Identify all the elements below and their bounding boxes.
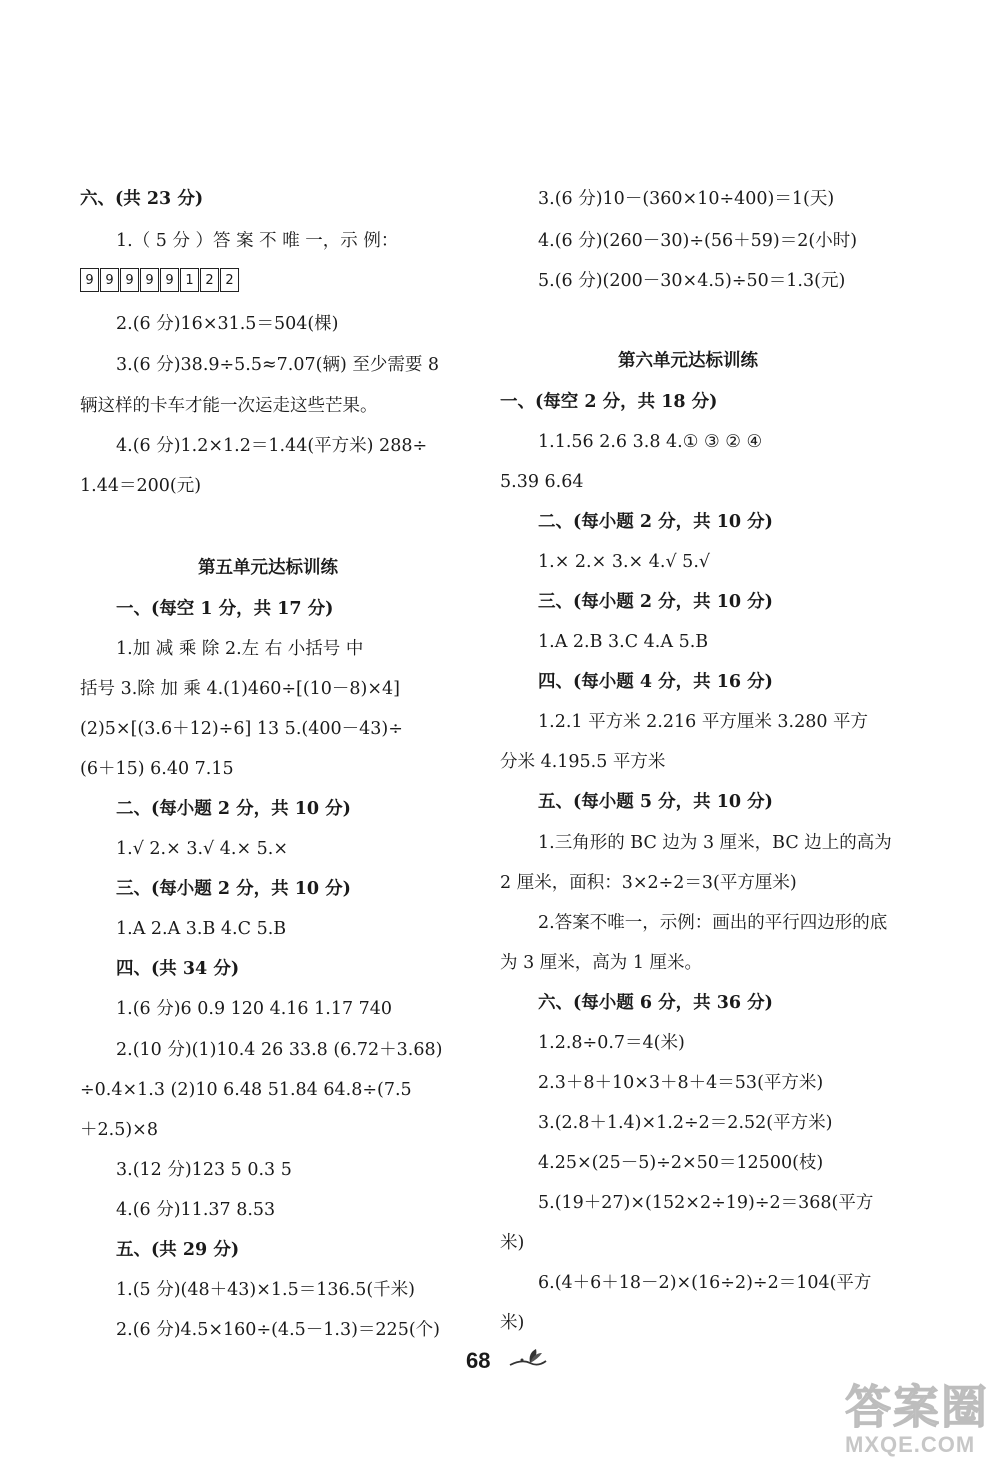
answer-line: 4.(6 分)1.2×1.2＝1.44(平方米) 288÷ <box>116 436 428 456</box>
answer-line: 3.(2.8＋1.4)×1.2÷2＝2.52(平方米) <box>538 1113 833 1133</box>
answer-line: 1.加 减 乘 除 2.左 右 小括号 中 <box>116 639 364 659</box>
unit-title: 第五单元达标训练 <box>198 558 338 578</box>
watermark-url: MXQE.COM <box>845 1432 976 1457</box>
answer-line: 2.(6 分)16×31.5＝504(棵) <box>116 314 339 334</box>
answer-line: 2.(10 分)(1)10.4 26 33.8 (6.72＋3.68) <box>116 1040 443 1060</box>
answer-line: 4.25×(25－5)÷2×50＝12500(枝) <box>538 1153 824 1173</box>
answer-line: 5.(19＋27)×(152×2÷19)÷2＝368(平方 <box>538 1193 874 1213</box>
digit-box: 9 <box>100 268 119 292</box>
answer-line: 1.(5 分)(48＋43)×1.5＝136.5(千米) <box>116 1280 415 1300</box>
answer-line: 2.(6 分)4.5×160÷(4.5－1.3)＝225(个) <box>116 1320 440 1340</box>
section-header: 四、(每小题 4 分，共 16 分) <box>538 672 773 692</box>
digit-box: 2 <box>220 268 239 292</box>
watermark <box>845 1382 989 1458</box>
answer-line: 1.A 2.A 3.B 4.C 5.B <box>116 919 287 939</box>
digit-box: 9 <box>160 268 179 292</box>
answer-line: 1.44＝200(元) <box>80 476 202 496</box>
answer-line: 5.(6 分)(200－30×4.5)÷50＝1.3(元) <box>538 271 846 291</box>
section-header: 一、(每空 1 分，共 17 分) <box>116 599 334 619</box>
digit-box: 9 <box>140 268 159 292</box>
digit-box: 9 <box>80 268 99 292</box>
section-header: 六、(共 23 分) <box>80 189 204 209</box>
answer-line: (2)5×[(3.6＋12)÷6] 13 5.(400－43)÷ <box>80 719 403 739</box>
answer-line: 括号 3.除 加 乘 4.(1)460÷[(10－8)×4] <box>80 679 401 699</box>
section-header: 二、(每小题 2 分，共 10 分) <box>538 512 773 532</box>
answer-line: 5.39 6.64 <box>500 472 584 492</box>
section-header: 五、(共 29 分) <box>116 1240 240 1260</box>
answer-line: 3.(6 分)10－(360×10÷400)＝1(天) <box>538 189 835 209</box>
section-header: 四、(共 34 分) <box>116 959 240 979</box>
answer-line: 4.(6 分)(260－30)÷(56＋59)＝2(小时) <box>538 231 858 251</box>
answer-line: (6＋15) 6.40 7.15 <box>80 759 234 779</box>
answer-line: 1.1.56 2.6 3.8 4.① ③ ② ④ <box>538 432 763 452</box>
answer-line: ＋2.5)×8 <box>80 1120 158 1140</box>
answer-line: 2 厘米，面积：3×2÷2＝3(平方厘米) <box>500 873 797 893</box>
page-number: 68 <box>466 1348 491 1373</box>
unit-title: 第六单元达标训练 <box>618 351 758 371</box>
answer-line: 4.(6 分)11.37 8.53 <box>116 1200 276 1220</box>
section-header: 三、(每小题 2 分，共 10 分) <box>538 592 773 612</box>
answer-line: 1.三角形的 BC 边为 3 厘米，BC 边上的高为 <box>538 833 892 853</box>
answer-line: 1.√ 2.× 3.√ 4.× 5.× <box>116 839 289 859</box>
answer-line: 1.× 2.× 3.× 4.√ 5.√ <box>538 552 711 572</box>
section-header: 二、(每小题 2 分，共 10 分) <box>116 799 351 819</box>
digit-box: 9 <box>120 268 139 292</box>
answer-line: 辆这样的卡车才能一次运走这些芒果。 <box>80 396 378 416</box>
digit-boxes <box>80 268 240 292</box>
answer-line: 1.2.8÷0.7＝4(米) <box>538 1033 685 1053</box>
section-header: 六、(每小题 6 分，共 36 分) <box>538 993 773 1013</box>
answer-line: ÷0.4×1.3 (2)10 6.48 51.84 64.8÷(7.5 <box>80 1080 412 1100</box>
answer-line: 6.(4＋6＋18－2)×(16÷2)÷2＝104(平方 <box>538 1273 872 1293</box>
answer-line: 米) <box>500 1313 525 1333</box>
section-header: 五、(每小题 5 分，共 10 分) <box>538 792 773 812</box>
answer-line: 米) <box>500 1233 525 1253</box>
answer-line: 1.A 2.B 3.C 4.A 5.B <box>538 632 709 652</box>
answer-line: 3.(12 分)123 5 0.3 5 <box>116 1160 292 1180</box>
answer-line: 2.3＋8＋10×3＋8＋4＝53(平方米) <box>538 1073 824 1093</box>
answer-line: 1.2.1 平方米 2.216 平方厘米 3.280 平方 <box>538 712 869 732</box>
digit-box: 2 <box>200 268 219 292</box>
answer-line: 为 3 厘米，高为 1 厘米。 <box>500 953 703 973</box>
answer-line: 1.（ 5 分 ）答 案 不 唯 一，示 例： <box>116 231 399 251</box>
answer-line: 3.(6 分)38.9÷5.5≈7.07(辆) 至少需要 8 <box>116 355 440 375</box>
watermark-text: 答案圈 <box>845 1380 989 1434</box>
answer-line: 1.(6 分)6 0.9 120 4.16 1.17 740 <box>116 999 393 1019</box>
section-header: 三、(每小题 2 分，共 10 分) <box>116 879 351 899</box>
digit-box: 1 <box>180 268 199 292</box>
answer-line: 分米 4.195.5 平方米 <box>500 752 666 772</box>
sprout-icon <box>508 1345 548 1371</box>
answer-line: 2.答案不唯一，示例：画出的平行四边形的底 <box>538 913 888 933</box>
section-header: 一、(每空 2 分，共 18 分) <box>500 392 718 412</box>
